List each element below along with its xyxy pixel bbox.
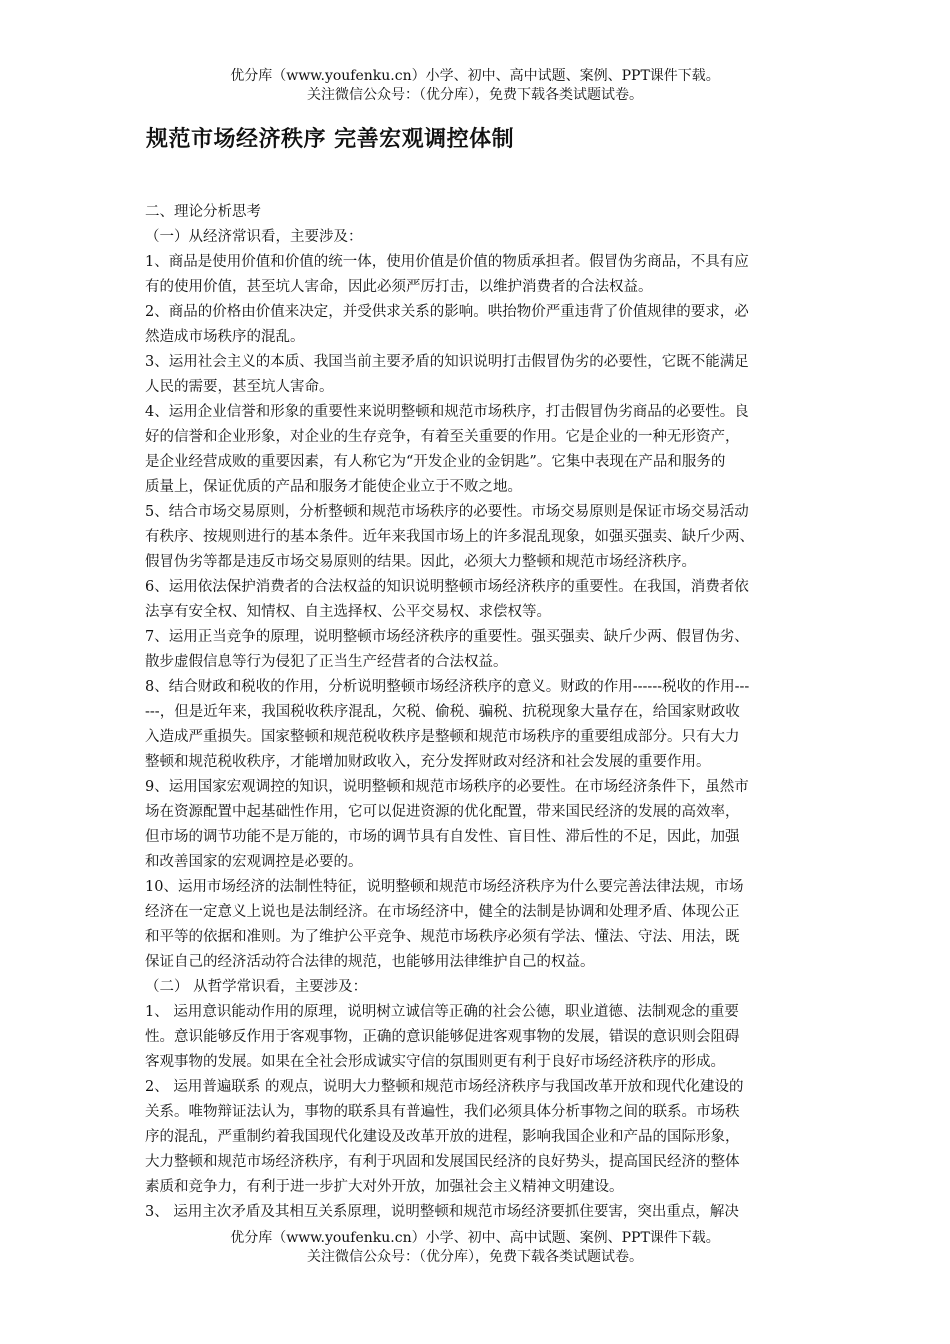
body-line: 和改善国家的宏观调控是必要的。: [145, 854, 363, 870]
header-line-2: 关注微信公众号：（优分库），免费下载各类试题试卷。: [307, 87, 643, 103]
body-line: （一）从经济常识看，主要涉及：: [145, 229, 363, 245]
body-line: 2、商品的价格由价值来决定，并受供求关系的影响。哄抬物价严重违背了价值规律的要求，必: [145, 304, 749, 320]
body-line: 素质和竞争力，有利于进一步扩大对外开放，加强社会主义精神文明建设。: [145, 1179, 624, 1195]
body-line: （二） 从哲学常识看，主要涉及：: [145, 979, 368, 995]
body-line: 有秩序、按规则进行的基本条件。近年来我国市场上的许多混乱现象，如强买强卖、缺斤少两、: [145, 529, 754, 545]
body-line: 整顿和规范税收秩序，才能增加财政收入，充分发挥财政对经济和社会发展的重要作用。: [145, 754, 711, 770]
body-line: 大力整顿和规范市场经济秩序，有利于巩固和发展国民经济的良好势头，提高国民经济的整体: [145, 1154, 740, 1170]
footer-line-1: 优分库（www.youfenku.cn）小学、初中、高中试题、案例、PPT课件下载。: [230, 1230, 720, 1246]
body-line: 好的信誉和企业形象，对企业的生存竞争，有着至关重要的作用。它是企业的一种无形资产，: [145, 429, 740, 445]
document-title: 规范市场经济秩序 完善宏观调控体制: [146, 127, 515, 152]
body-line: 10、运用市场经济的法制性特征，说明整顿和规范市场经济秩序为什么要完善法律法规，市场: [145, 879, 744, 895]
body-line: 但市场的调节功能不是万能的，市场的调节具有自发性、盲目性、滞后性的不足，因此，加强: [145, 829, 740, 845]
body-line: 人民的需要，甚至坑人害命。: [145, 379, 334, 395]
body-line: 有的使用价值，甚至坑人害命，因此必须严厉打击，以维护消费者的合法权益。: [145, 279, 653, 295]
body-line: 性。意识能够反作用于客观事物，正确的意识能够促进客观事物的发展，错误的意识则会阻碍: [145, 1029, 740, 1045]
body-line: 保证自己的经济活动符合法律的规范，也能够用法律维护自己的权益。: [145, 954, 595, 970]
body-line: 序的混乱，严重制约着我国现代化建设及改革开放的进程，影响我国企业和产品的国际形象，: [145, 1129, 740, 1145]
body-line: 场在资源配置中起基础性作用，它可以促进资源的优化配置，带来国民经济的发展的高效率，: [145, 804, 740, 820]
body-line: 3、 运用主次矛盾及其相互关系原理，说明整顿和规范市场经济要抓住要害，突出重点，解决: [145, 1204, 739, 1220]
body-line: 散步虚假信息等行为侵犯了正当生产经营者的合法权益。: [145, 654, 508, 670]
header-line-1: 优分库（www.youfenku.cn）小学、初中、高中试题、案例、PPT课件下载。: [230, 68, 720, 84]
document-body: [145, 200, 809, 1225]
body-line: 2、 运用普遍联系 的观点，说明大力整顿和规范市场经济秩序与我国改革开放和现代化建设的: [145, 1079, 744, 1095]
body-line: 6、运用依法保护消费者的合法权益的知识说明整顿市场经济秩序的重要性。在我国，消费者依: [145, 579, 749, 595]
body-line: 经济在一定意义上说也是法制经济。在市场经济中，健全的法制是协调和处理矛盾、体现公正: [145, 904, 740, 920]
body-line: 8、结合财政和税收的作用，分析说明整顿市场经济秩序的意义。财政的作用------税收的作用---: [145, 679, 750, 695]
body-line: 是企业经营成败的重要因素，有人称它为“开发企业的金钥匙”。它集中表现在产品和服务的: [145, 454, 726, 470]
body-line: 质量上，保证优质的产品和服务才能使企业立于不败之地。: [145, 479, 522, 495]
body-line: 4、运用企业信誉和形象的重要性来说明整顿和规范市场秩序，打击假冒伪劣商品的必要性。良: [145, 404, 749, 420]
body-line: 1、 运用意识能动作用的原理，说明树立诚信等正确的社会公德，职业道德、法制观念的重要: [145, 1004, 739, 1020]
body-line: 5、结合市场交易原则，分析整顿和规范市场秩序的必要性。市场交易原则是保证市场交易活动: [145, 504, 749, 520]
page-footer: [0, 1229, 950, 1267]
body-line: ---，但是近年来，我国税收秩序混乱，欠税、偷税、骗税、抗税现象大量存在，给国家财政收: [145, 704, 740, 720]
body-line: 入造成严重损失。国家整顿和规范税收秩序是整顿和规范市场秩序的重要组成部分。只有大力: [145, 729, 740, 745]
body-line: 法享有安全权、知情权、自主选择权、公平交易权、求偿权等。: [145, 604, 551, 620]
body-line: 9、运用国家宏观调控的知识，说明整顿和规范市场秩序的必要性。在市场经济条件下，虽然市: [145, 779, 749, 795]
body-line: 客观事物的发展。如果在全社会形成诚实守信的氛围则更有利于良好市场经济秩序的形成。: [145, 1054, 725, 1070]
body-line: 和平等的依据和准则。为了维护公平竞争、规范市场秩序必须有学法、懂法、守法、用法，既: [145, 929, 740, 945]
body-line: 7、运用正当竞争的原理，说明整顿市场经济秩序的重要性。强买强卖、缺斤少两、假冒伪劣、: [145, 629, 749, 645]
body-line: 然造成市场秩序的混乱。: [145, 329, 305, 345]
body-line: 1、商品是使用价值和价值的统一体，使用价值是价值的物质承担者。假冒伪劣商品，不具有应: [145, 254, 749, 270]
page-header: [0, 67, 950, 105]
body-line: 二、理论分析思考: [145, 204, 261, 220]
footer-line-2: 关注微信公众号：（优分库），免费下载各类试题试卷。: [307, 1249, 643, 1265]
body-line: 假冒伪劣等都是违反市场交易原则的结果。因此，必须大力整顿和规范市场经济秩序。: [145, 554, 696, 570]
body-line: 3、运用社会主义的本质、我国当前主要矛盾的知识说明打击假冒伪劣的必要性，它既不能满足: [145, 354, 749, 370]
body-line: 关系。唯物辩证法认为，事物的联系具有普遍性，我们必须具体分析事物之间的联系。市场秩: [145, 1104, 740, 1120]
